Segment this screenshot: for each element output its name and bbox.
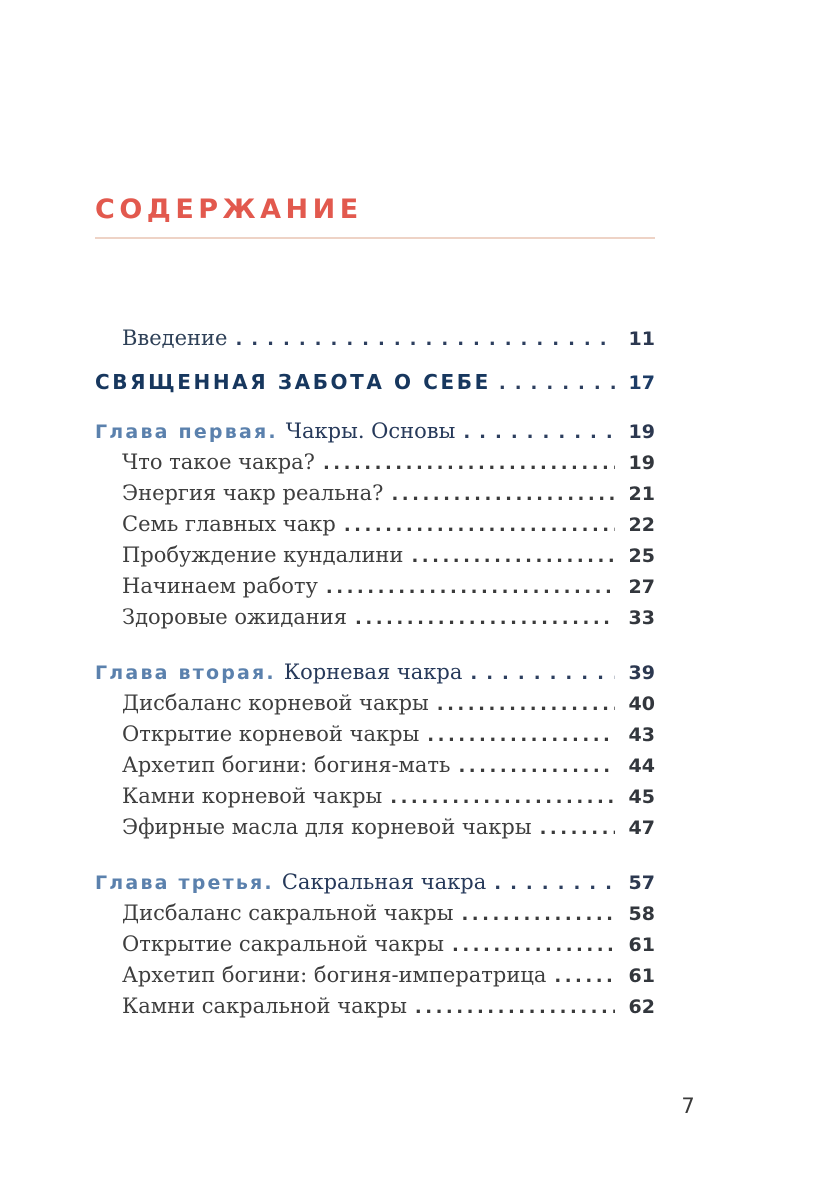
toc-entry-label: Архетип богини: богиня-императрица [122, 963, 547, 987]
toc-entry-page-number: 39 [628, 662, 655, 684]
toc-entry [95, 867, 655, 898]
toc-entry-chapter-label: Глава третья. [95, 872, 274, 894]
toc-entry [95, 812, 655, 843]
toc-list [95, 323, 655, 1022]
dot-leader [499, 368, 615, 399]
toc-entry-page-number: 47 [628, 817, 655, 839]
toc-entry-page-number: 22 [628, 514, 655, 536]
page-number-folio: 7 [681, 1094, 695, 1118]
toc-entry-label: Дисбаланс корневой чакры [122, 691, 429, 715]
toc-entry-page-number: 19 [628, 421, 655, 443]
toc-entry-label: Здоровые ожидания [122, 605, 348, 629]
toc-entry [95, 509, 655, 540]
toc-entry-page-number: 61 [628, 965, 655, 987]
dot-leader [344, 510, 615, 541]
toc-entry [95, 602, 655, 633]
title-underline-rule [95, 237, 655, 239]
toc-entry-page-number: 19 [628, 452, 655, 474]
toc-entry-label: Начинаем работу [122, 574, 318, 598]
toc-entry-label: Энергия чакр реальна? [122, 481, 384, 505]
toc-entry [95, 416, 655, 447]
dot-leader [235, 324, 615, 355]
toc-entry [95, 719, 655, 750]
toc-entry [95, 478, 655, 509]
toc-entry-page-number: 45 [628, 786, 655, 808]
dot-leader [461, 899, 615, 930]
toc-entry-page-number: 61 [628, 934, 655, 956]
toc-entry-page-number: 40 [628, 693, 655, 715]
dot-leader [391, 479, 615, 510]
toc-entry [95, 540, 655, 571]
toc-entry-label: Пробуждение кундалини [122, 543, 404, 567]
toc-entry-page-number: 43 [628, 724, 655, 746]
toc-entry-label: Камни корневой чакры [122, 784, 383, 808]
toc-entry-page-number: 58 [628, 903, 655, 925]
dot-leader [355, 603, 615, 634]
toc-entry-label: Архетип богини: богиня-мать [122, 753, 451, 777]
toc-entry-chapter-label: Глава вторая. [95, 662, 276, 684]
toc-entry-page-number: 25 [628, 545, 655, 567]
toc-entry [95, 991, 655, 1022]
toc-entry [95, 929, 655, 960]
toc-entry-label: Корневая чакра [283, 660, 463, 684]
toc-entry-label: Открытие корневой чакры [122, 722, 420, 746]
dot-leader [470, 658, 615, 689]
dot-leader [437, 689, 615, 720]
toc-entry-page-number: 62 [628, 996, 655, 1018]
toc-entry [95, 688, 655, 719]
toc-entry [95, 657, 655, 688]
toc-content [95, 0, 655, 1022]
dot-leader [554, 961, 615, 992]
toc-entry [95, 781, 655, 812]
toc-entry [95, 323, 655, 354]
toc-entry-page-number: 17 [628, 372, 655, 394]
dot-leader [411, 541, 615, 572]
toc-entry [95, 960, 655, 991]
toc-entry [95, 750, 655, 781]
toc-entry-label: СВЯЩЕННАЯ ЗАБОТА О СЕБЕ [95, 370, 491, 394]
toc-entry-label: Чакры. Основы [285, 419, 456, 443]
dot-leader [494, 868, 615, 899]
toc-entry [95, 571, 655, 602]
dot-leader [463, 417, 615, 448]
dot-leader [390, 782, 615, 813]
toc-entry-page-number: 57 [628, 872, 655, 894]
toc-entry-label: Введение [122, 326, 228, 350]
dot-leader [458, 751, 615, 782]
page-title: СОДЕРЖАНИЕ [95, 194, 363, 225]
toc-entry-label: Камни сакральной чакры [122, 994, 407, 1018]
toc-entry-label: Что такое чакра? [122, 450, 315, 474]
toc-entry-page-number: 27 [628, 576, 655, 598]
toc-entry-label: Эфирные масла для корневой чакры [122, 815, 532, 839]
toc-entry-page-number: 33 [628, 607, 655, 629]
toc-entry-label: Сакральная чакра [281, 870, 487, 894]
toc-entry-page-number: 21 [628, 483, 655, 505]
dot-leader [326, 572, 615, 603]
dot-leader [323, 448, 615, 479]
toc-entry-page-number: 11 [628, 328, 655, 350]
toc-entry [95, 367, 655, 398]
toc-entry-label: Открытие сакральной чакры [122, 932, 444, 956]
toc-entry [95, 898, 655, 929]
toc-entry [95, 447, 655, 478]
toc-entry-label: Семь главных чакр [122, 512, 336, 536]
toc-entry-chapter-label: Глава первая. [95, 421, 278, 443]
toc-entry-page-number: 44 [628, 755, 655, 777]
dot-leader [540, 813, 615, 844]
toc-entry-label: Дисбаланс сакральной чакры [122, 901, 454, 925]
dot-leader [452, 930, 615, 961]
dot-leader [415, 992, 615, 1023]
dot-leader [427, 720, 615, 751]
